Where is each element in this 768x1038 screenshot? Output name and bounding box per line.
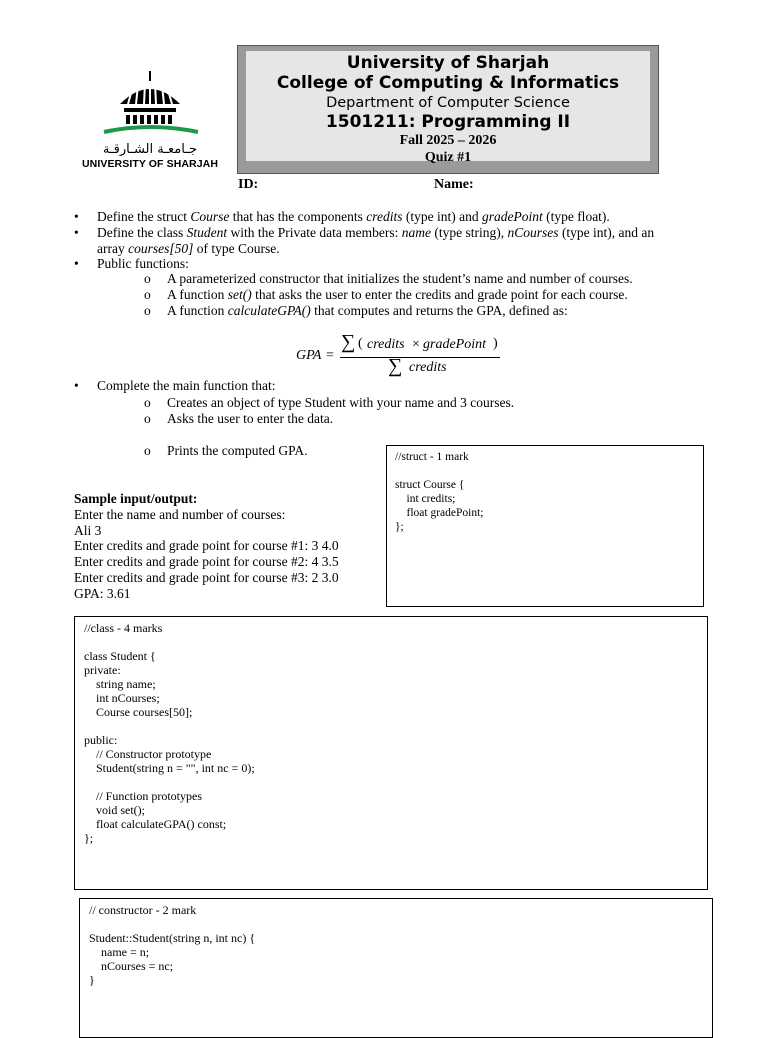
bullet-struct: Define the struct Course that has the components credits (type int) and gradePoint (type float). bbox=[97, 209, 610, 224]
formula-paren-open: ( bbox=[358, 336, 363, 351]
sub-bullet-gpa: A function calculateGPA() that computes and returns the GPA, defined as: bbox=[167, 303, 568, 318]
class-answer-box[interactable] bbox=[74, 616, 708, 890]
header-inner bbox=[246, 51, 650, 165]
term-label: Fall 2025 – 2026 bbox=[399, 133, 497, 148]
sub-bullet-icon: o bbox=[144, 303, 151, 318]
sub-bullet-icon: o bbox=[144, 287, 151, 302]
struct-code: //struct - 1 mark struct Course { int credits; float gradePoint; }; bbox=[395, 451, 484, 533]
sample-io bbox=[74, 491, 384, 602]
sub-bullet-constructor: A parameterized constructor that initializes the student’s name and number of courses. bbox=[167, 271, 633, 286]
constructor-answer-box[interactable] bbox=[79, 898, 713, 1038]
bullet-dot-icon: • bbox=[74, 378, 79, 393]
logo-english-text: UNIVERSITY OF SHARJAH bbox=[81, 158, 219, 170]
formula-times: × bbox=[412, 337, 420, 352]
sample-title: Sample input/output: bbox=[74, 491, 198, 506]
struct-answer-box[interactable] bbox=[386, 445, 704, 607]
sub-bullet-icon: o bbox=[144, 411, 151, 426]
sub-bullet-icon: o bbox=[144, 443, 151, 458]
quiz-label: Quiz #1 bbox=[424, 150, 472, 165]
university-logo bbox=[80, 68, 220, 172]
sub-bullet-ask: Asks the user to enter the data. bbox=[167, 411, 334, 426]
formula-paren-close: ) bbox=[493, 336, 498, 351]
formula-equals: = bbox=[326, 348, 334, 363]
sub-bullet-set: A function set() that asks the user to enter the credits and grade point for each course. bbox=[167, 287, 628, 302]
formula-credits: credits bbox=[367, 337, 405, 352]
sample-line: Ali 3 bbox=[74, 522, 102, 538]
sample-line: GPA: 3.61 bbox=[74, 585, 131, 601]
formula-denominator: credits bbox=[409, 360, 447, 375]
sub-bullet-icon: o bbox=[144, 395, 151, 410]
sample-line: Enter credits and grade point for course #1: 3 4.0 bbox=[74, 538, 339, 554]
constructor-code: // constructor - 2 mark Student::Student(string n, int nc) { name = n; nCourses = nc; } bbox=[89, 903, 256, 987]
header-box bbox=[237, 45, 659, 174]
formula-lhs: GPA bbox=[296, 348, 322, 363]
college-title: College of Computing & Informatics bbox=[276, 73, 620, 93]
sub-bullet-create: Creates an object of type Student with your name and 3 courses. bbox=[167, 395, 515, 410]
bullet-dot-icon: • bbox=[74, 256, 79, 271]
fraction-bar bbox=[340, 357, 500, 358]
bullet-dot-icon: • bbox=[74, 209, 79, 224]
sample-line: Enter credits and grade point for course #2: 4 3.5 bbox=[74, 554, 339, 570]
bullet-public-functions: Public functions: bbox=[97, 256, 189, 271]
id-label: ID: bbox=[238, 177, 259, 192]
class-code: //class - 4 marks class Student { private: string name; int nCourses; Course courses[50]; public: // Constructor prototype Student(string n = "", int nc = 0); // Function prototypes void set(); float calculateGPA() const; }; bbox=[84, 621, 255, 845]
formula-gradepoint: gradePoint bbox=[423, 337, 486, 352]
name-label: Name: bbox=[434, 177, 474, 192]
university-title: University of Sharjah bbox=[346, 53, 550, 73]
course-title: 1501211: Programming II bbox=[325, 112, 571, 132]
university-emblem-icon bbox=[80, 68, 220, 142]
bullet-class: Define the class Student with the Private data members: name (type string), nCourses (type int), and an array courses[50] of type Course. bbox=[97, 225, 655, 256]
logo-arabic-text: جـامعـة الشـارقـة bbox=[102, 142, 198, 157]
sub-bullet-print: Prints the computed GPA. bbox=[167, 443, 308, 458]
sample-line: Enter credits and grade point for course #3: 2 3.0 bbox=[74, 569, 339, 585]
bullet-main-function: Complete the main function that: bbox=[97, 378, 276, 393]
department-title: Department of Computer Science bbox=[326, 95, 570, 111]
sigma-icon: ∑ bbox=[388, 355, 403, 377]
gpa-formula bbox=[296, 333, 516, 379]
sub-bullet-icon: o bbox=[144, 271, 151, 286]
sample-line: Enter the name and number of courses: bbox=[74, 506, 286, 522]
bullet-dot-icon: • bbox=[74, 225, 79, 240]
sigma-icon: ∑ bbox=[341, 331, 356, 353]
